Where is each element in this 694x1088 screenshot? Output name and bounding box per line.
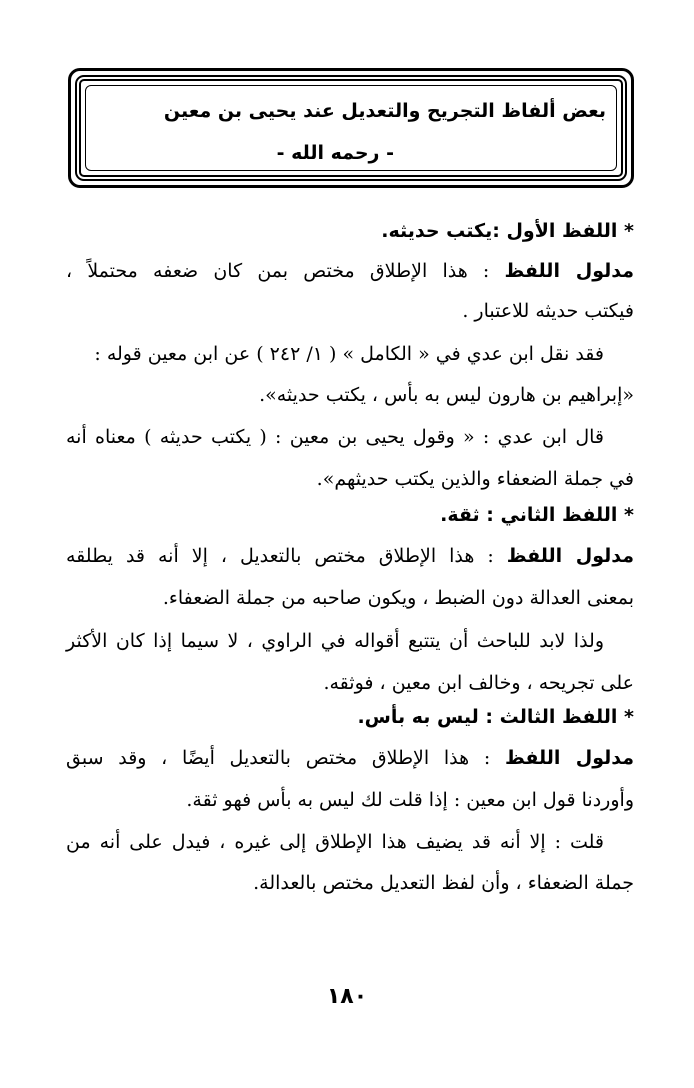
paragraph-line: «إبراهيم بن هارون ليس به بأس ، يكتب حديثه». [259,384,634,406]
title-frame-border [75,75,627,181]
paragraph-line: قال ابن عدي : « وقول يحيى بن معين : ( يكتب حديثه ) معناه أنه [66,426,604,448]
section-heading-3 [357,708,634,727]
title-frame [68,68,634,188]
paragraph-line: على تجريحه ، وخالف ابن معين ، فوثقه. [323,672,634,694]
section-heading-2 [440,506,634,525]
heading-label: * اللفظ الثاني : [486,504,634,526]
term-label: مدلول اللفظ [504,260,635,282]
section-heading-1 [381,222,634,241]
heading-text: يكتب حديثه. [381,220,493,242]
paragraph-line: ولذا لابد للباحث أن يتتبع أقواله في الراوي ، لا سيما إذا كان الأكثر [66,630,604,652]
term-label: مدلول اللفظ [506,545,634,567]
paragraph-line [66,547,634,566]
heading-text: ليس به بأس. [357,706,486,728]
paragraph-line [66,749,634,768]
paragraph-line [66,262,634,281]
line-text: : هذا الإطلاق مختص بمن كان ضعفه محتملاً ، [66,260,505,282]
heading-label: * اللفظ الأول : [492,220,634,242]
page-number: ١٨٠ [326,984,368,1009]
page-subtitle: - رحمه الله - [276,142,394,164]
heading-label: * اللفظ الثالث : [485,706,634,728]
page-title: بعض ألفاظ التجريح والتعديل عند يحيى بن معين [163,100,606,122]
line-text: : هذا الإطلاق مختص بالتعديل أيضًا ، وقد سبق [66,747,505,769]
paragraph-line: فيكتب حديثه للاعتبار . [462,300,634,322]
paragraph-line: فقد نقل ابن عدي في « الكامل » ( ١/ ٢٤٢ ) عن ابن معين قوله : [94,343,604,365]
term-label: مدلول اللفظ [505,747,634,769]
paragraph-line: بمعنى العدالة دون الضبط ، ويكون صاحبه من جملة الضعفاء. [162,587,634,609]
line-text: : هذا الإطلاق مختص بالتعديل ، إلا أنه قد يطلقه [66,545,507,567]
paragraph-line: وأوردنا قول ابن معين : إذا قلت لك ليس به بأس فهو ثقة. [186,789,634,811]
paragraph-line: جملة الضعفاء ، وأن لفظ التعديل مختص بالعدالة. [253,872,634,894]
paragraph-line: في جملة الضعفاء والذين يكتب حديثهم». [316,468,634,490]
heading-text: ثقة. [440,504,487,526]
paragraph-line: قلت : إلا أنه قد يضيف هذا الإطلاق إلى غيره ، فيدل على أنه من [66,831,604,853]
